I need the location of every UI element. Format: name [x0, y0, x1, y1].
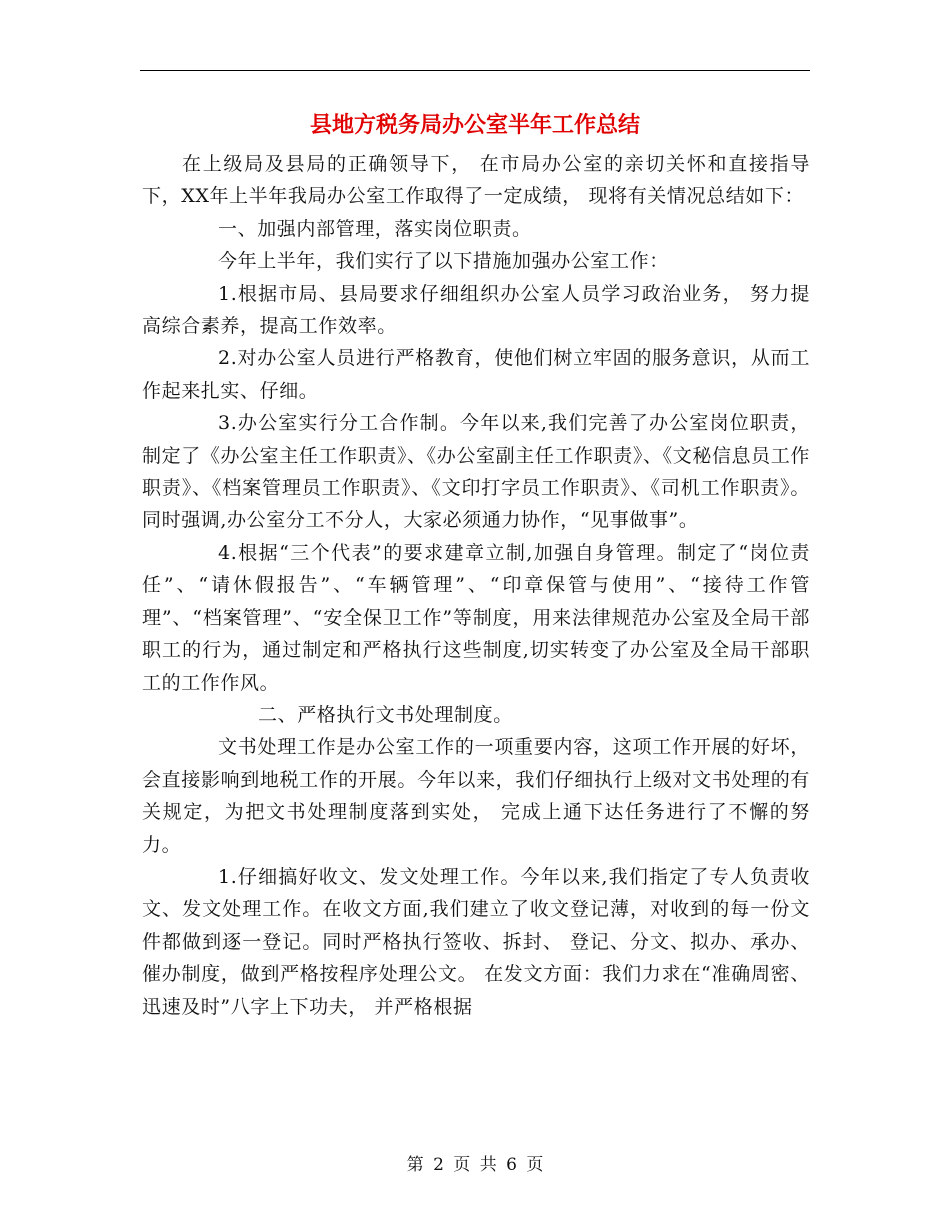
paragraph: 今年上半年，我们实行了以下措施加强办公室工作：: [218, 250, 669, 273]
header-rule: [140, 70, 810, 71]
document-body: [142, 148, 810, 1023]
page-number: 第 2 页 共 6 页: [406, 1155, 544, 1175]
paragraph-intro: 在上级局及县局的正确领导下， 在市局办公室的亲切关怀和直接指导下，XX年上半年我局办公室工作取得了一定成绩， 现将有关情况总结如下：: [142, 153, 810, 208]
section-heading-2: 二、严格执行文书处理制度。: [258, 703, 513, 726]
list-item-1: 1.根据市局、县局要求仔细组织办公室人员学习政治业务， 努力提高综合素养，提高工作效率。: [142, 282, 810, 338]
section-heading-1: 一、加强内部管理，落实岗位职责。: [218, 217, 532, 240]
list-item-1: 1.仔细搞好收文、发文处理工作。今年以来,我们指定了专人负责收文、发文处理工作。在收文方面,我们建立了收文登记薄，对收到的每一份文件都做到逐一登记。同时严格执行签收、拆封、 登记、分文、拟办、承办、催办制度，做到严格按程序处理公文。 在发文方面：我们力求在“准确周密、迅速及时”八字上下功夫， 并严格根据: [142, 865, 810, 1018]
document-title: 县地方税务局办公室半年工作总结: [309, 112, 640, 138]
list-item-2: 2.对办公室人员进行严格教育，使他们树立牢固的服务意识，从而工作起来扎实、仔细。: [142, 347, 810, 402]
list-item-3: 3.办公室实行分工合作制。今年以来,我们完善了办公室岗位职责，制定了《办公室主任工作职责》、《办公室副主任工作职责》、《文秘信息员工作职责》、《档案管理员工作职责》、《文印打字员工作职责》、《司机工作职责》。同时强调,办公室分工不分人，大家必须通力协作，“见事做事”。: [142, 412, 810, 532]
paragraph: 文书处理工作是办公室工作的一项重要内容，这项工作开展的好坏，会直接影响到地税工作的开展。今年以来，我们仔细执行上级对文书处理的有关规定，为把文书处理制度落到实处， 完成上通下达任务进行了不懈的努力。: [142, 736, 810, 856]
list-item-4: 4.根据“三个代表”的要求建章立制,加强自身管理。制定了“岗位责任”、“请休假报告”、“车辆管理”、“印章保管与使用”、“接待工作管理”、“档案管理”、“安全保卫工作”等制度，用来法律规范办公室及全局干部职工的行为，通过制定和严格执行这些制度,切实转变了办公室及全局干部职工的工作作风。: [142, 541, 810, 694]
